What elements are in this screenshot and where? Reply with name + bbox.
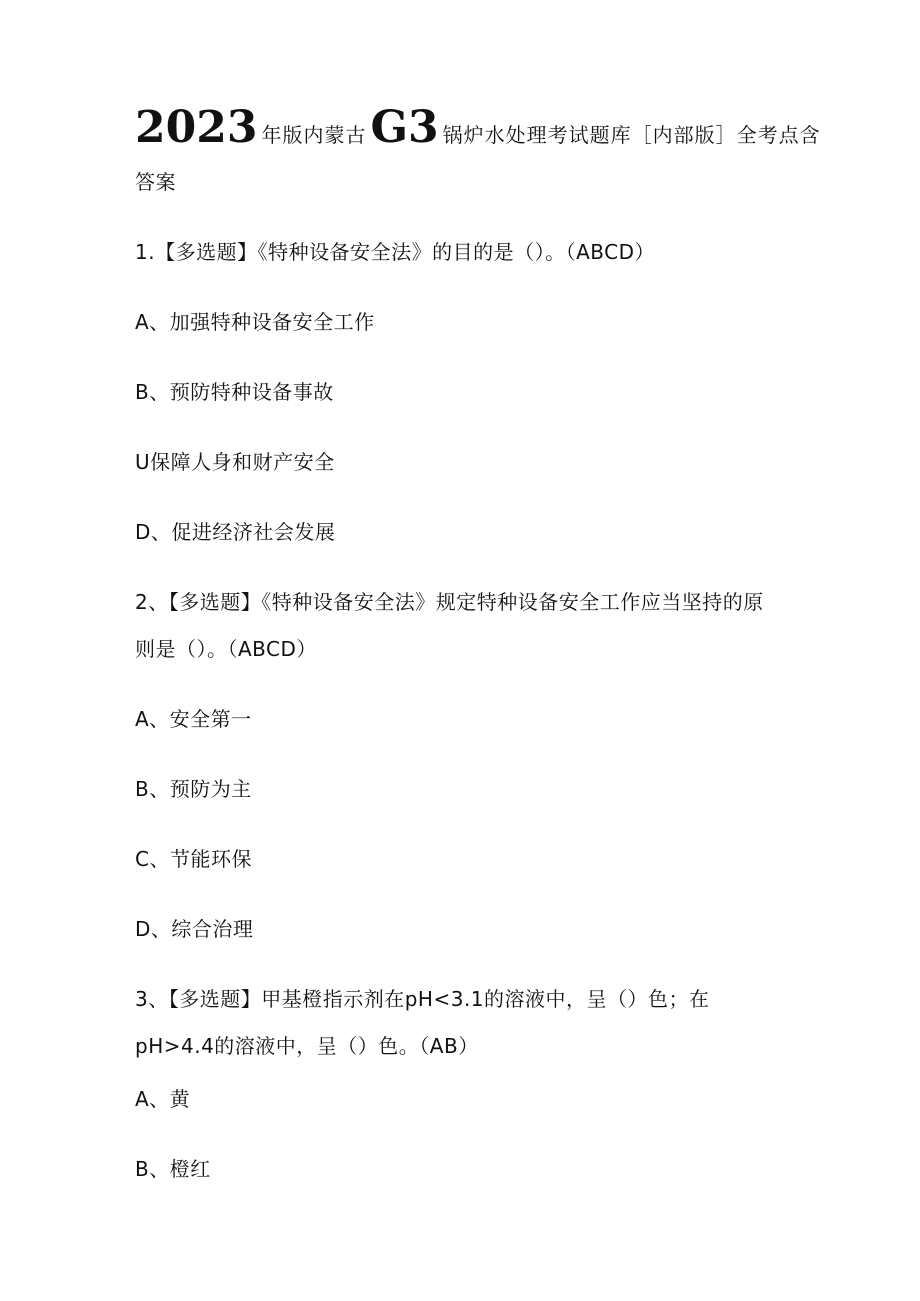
question-1-option-d: D、促进经济社会发展 xyxy=(135,520,336,544)
question-1-option-c: U保障人身和财产安全 xyxy=(135,450,335,474)
question-2-option-b: B、预防为主 xyxy=(135,777,252,801)
question-2-option-c: C、节能环保 xyxy=(135,847,252,871)
title-continuation: 答案 xyxy=(135,170,176,194)
document-title xyxy=(135,104,825,159)
question-3-stem-line1: 3、【多选题】甲基橙指示剂在pH<3.1的溶液中，呈（）色；在 xyxy=(135,987,710,1011)
title-part2: 锅炉水处理考试题库［内部版］全考点含 xyxy=(442,123,821,147)
question-3-option-b: B、橙红 xyxy=(135,1157,211,1181)
question-2-stem-line1: 2、【多选题】《特种设备安全法》规定特种设备安全工作应当坚持的原 xyxy=(135,590,764,614)
title-year: 2023 xyxy=(135,102,258,153)
question-1-stem: 1.【多选题】《特种设备安全法》的目的是（）。（ABCD） xyxy=(135,240,655,264)
title-code: G3 xyxy=(370,102,439,153)
question-2-stem-line2: 则是（）。（ABCD） xyxy=(135,637,317,661)
question-2-option-d: D、综合治理 xyxy=(135,917,254,941)
question-1-option-b: B、预防特种设备事故 xyxy=(135,380,334,404)
title-part1: 年版内蒙古 xyxy=(261,123,367,147)
question-2-option-a: A、安全第一 xyxy=(135,707,252,731)
question-3-option-a: A、黄 xyxy=(135,1087,191,1111)
question-1-option-a: A、加强特种设备安全工作 xyxy=(135,310,375,334)
question-3-stem-line2: pH>4.4的溶液中，呈（）色。（AB） xyxy=(135,1034,479,1058)
